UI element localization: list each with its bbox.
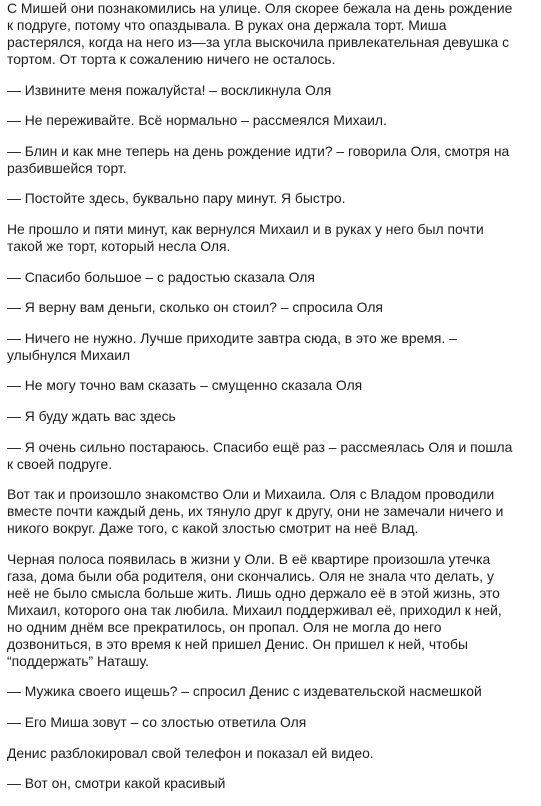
text-line: растерялся, когда на него из—за угла выскочила привлекательная девушка с: [7, 34, 510, 50]
text-line: — Не переживайте. Всё нормально – рассмеялся Михаил.: [7, 112, 387, 129]
paragraph-9: [7, 330, 535, 364]
text-line: — Его Миша зовут – со злостью ответила Оля: [7, 713, 307, 730]
text-line: газа, дома были оба родителя, они скончались. Оля не знала что делать, у: [7, 567, 494, 584]
paragraph-16: [7, 714, 535, 731]
text-line: — Вот он, смотри какой красивый: [7, 775, 226, 792]
text-line: тортом. От торта к сожалению ничего не осталось.: [7, 51, 336, 67]
text-line: к подруге, потому что опаздывала. В руках она держала торт. Миша: [7, 17, 447, 33]
text-line: — Я верну вам деньги, сколько он стоил? – спросила Оля: [7, 299, 383, 316]
text-line: “поддержать” Наташу.: [7, 652, 149, 669]
text-line: Денис разблокировал свой телефон и показал ей видео.: [7, 744, 374, 761]
paragraph-2: [7, 82, 535, 99]
paragraph-1: [7, 0, 535, 68]
text-line: — Постойте здесь, буквально пару минут. Я быстро.: [7, 190, 346, 207]
text-line: дозвониться, в это время к ней пришел Денис. Он пришел к ней, чтобы: [7, 635, 468, 652]
text-line: — Не могу точно вам сказать – смущенно сказала Оля: [7, 377, 363, 394]
text-line: Вот так и произошло знакомство Оли и Михаила. Оля с Владом проводили: [7, 486, 495, 503]
paragraph-8: [7, 299, 535, 316]
paragraph-5: [7, 190, 535, 207]
text-line: — Извините меня пожалуйста! – воскликнула Оля: [7, 81, 332, 98]
text-line: — Я очень сильно постараюсь. Спасибо ещё раз – рассмеялась Оля и пошла: [7, 438, 513, 455]
paragraph-14: [7, 551, 535, 670]
paragraph-4: [7, 143, 535, 177]
text-line: но одним днём все прекратилось, он пропал. Оля не могла до него: [7, 618, 442, 635]
text-line: вместе почти каждый день, их тянуло друг к другу, они не замечали ничего и: [7, 503, 504, 520]
paragraph-18: [7, 775, 535, 792]
text-line: Михаил, которого она так любила. Михаил поддерживал её, приходил к ней,: [7, 601, 502, 618]
paragraph-3: [7, 112, 535, 129]
text-line: разбившейся торт.: [7, 159, 127, 176]
paragraph-10: [7, 377, 535, 394]
text-line: Черная полоса появилась в жизни у Оли. В её квартире произошла утечка: [7, 550, 491, 567]
text-line: никого вокруг. Даже того, с какой злостью смотрит на неё Влад.: [7, 520, 419, 537]
text-line: — Спасибо большое – с радостью сказала Оля: [7, 268, 315, 285]
text-line: — Я буду ждать вас здесь: [7, 407, 176, 424]
paragraph-15: [7, 683, 535, 700]
text-line: — Ничего не нужно. Лучше приходите завтра сюда, в это же время. –: [7, 329, 457, 346]
paragraph-13: [7, 486, 535, 537]
text-line: Не прошло и пяти минут, как вернулся Михаил и в руках у него был почти: [7, 220, 484, 237]
paragraph-12: [7, 439, 535, 473]
article-text: [7, 0, 535, 806]
paragraph-17: [7, 745, 535, 762]
paragraph-11: [7, 408, 535, 425]
text-line: неё не было смысла больше жить. Лишь одно держало её в этой жизнь, это: [7, 584, 500, 601]
text-line: улыбнулся Михаил: [7, 346, 131, 363]
paragraph-7: [7, 269, 535, 286]
text-line: — Блин и как мне теперь на день рождение идти? – говорила Оля, смотря на: [7, 142, 510, 159]
text-line: С Мишей они познакомились на улице. Оля скорее бежала на день рождение: [7, 0, 513, 16]
text-line: к своей подруге.: [7, 455, 113, 472]
text-line: такой же торт, который несла Оля.: [7, 237, 231, 254]
paragraph-6: [7, 221, 535, 255]
text-line: — Мужика своего ищешь? – спросил Денис с издевательской насмешкой: [7, 683, 482, 700]
